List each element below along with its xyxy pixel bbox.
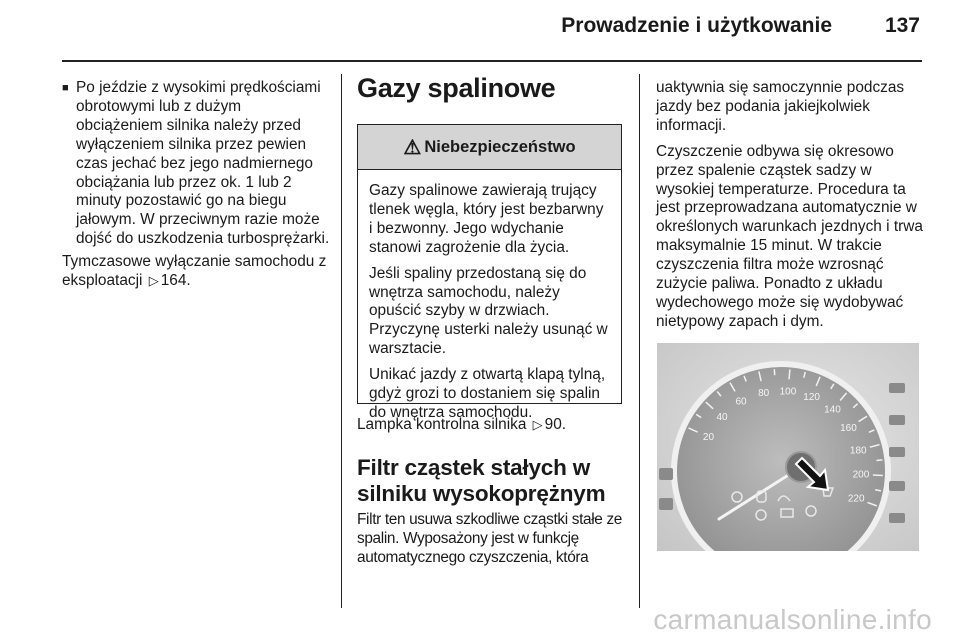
lamp-paragraph	[357, 416, 625, 435]
tick-label: 40	[716, 411, 728, 423]
watermark: carmanualsonline.info	[653, 604, 932, 635]
speedometer-photo	[657, 343, 919, 551]
page-reference[interactable]: 90.	[544, 416, 567, 433]
paragraph-text: Lampka kontrolna silnika	[357, 416, 527, 433]
tick-label: 140	[824, 404, 841, 416]
filter-paragraph: Filtr ten usuwa szkodliwe cząstki stałe ze spalin. Wyposażony jest w funkcję automatycznego czyszczenia, która	[357, 511, 622, 566]
section-heading: Gazy spalinowe	[357, 73, 556, 103]
side-icon	[889, 415, 905, 425]
dial-tick	[789, 369, 790, 379]
warning-paragraph: Jeśli spaliny przedostaną się do wnętrza samochodu, należy opuścić szyby w drzwiach. Przyczynę usterki należy usunąć w warsztacie.	[369, 264, 608, 358]
side-icon	[889, 513, 905, 523]
side-icon	[889, 481, 905, 491]
side-icon	[659, 498, 673, 510]
warning-box	[357, 124, 622, 421]
reference-arrow-icon: ▷	[148, 273, 159, 289]
tick-label: 80	[758, 387, 770, 399]
warning-body	[358, 170, 621, 423]
tick-label: 180	[849, 445, 867, 457]
header-divider	[62, 60, 922, 62]
bullet-text: Po jeździe z wysokimi prędkościami obrotowymi lub z dużym obciążeniem silnika należy przed wyłączeniem silnika przez pewien czas jechać bez jego nadmiernego obciążania lub przez ok. 1 lub 2 minuty pozostawić go na biegu jałowym. W przeciwnym razie może dojść do uszkodzenia turbosprężarki.	[76, 79, 330, 248]
column-divider-right	[639, 74, 640, 608]
reference-arrow-icon: ▷	[532, 417, 543, 432]
tick-label: 160	[840, 423, 857, 435]
bullet-square-icon: ■	[62, 82, 69, 94]
side-icon	[659, 468, 673, 480]
tick-label: 100	[779, 386, 797, 398]
tick-label: 20	[702, 432, 715, 444]
tick-label: 220	[847, 493, 865, 505]
side-icon	[889, 447, 905, 457]
column-divider-left	[341, 74, 342, 608]
header-title: Prowadzenie i użytkowanie	[561, 14, 832, 37]
paragraph: Czyszczenie odbywa się okresowo przez spalenie cząstek sadzy w wysokiej temperaturze. Procedura ta jest przeprowadzana automatycznie w określonych warunkach jezdnych i trwa maksymalnie 15 minut. W trakcie czyszczenia filtra może wzrosnąć zużycie paliwa. Ponadto z układu wydechowego może się wydobywać nietypowy zapach i dym.	[656, 142, 923, 330]
paragraph-text: Tymczasowe wyłączanie samochodu z eksploatacji	[62, 253, 327, 290]
speedometer-illustration	[657, 343, 919, 551]
dial-tick	[876, 460, 882, 461]
side-icon	[889, 383, 905, 393]
paragraph	[62, 253, 330, 291]
paragraph: uaktywnia się samoczynnie podczas jazdy bez podania jakiejkolwiek informacji.	[656, 79, 905, 134]
page-number: 137	[884, 14, 920, 37]
bullet-item	[62, 79, 330, 249]
warning-title: Niebezpieczeństwo	[424, 137, 576, 156]
warning-paragraph: Unikać jazdy z otwartą klapą tylną, gdyż grozi to dostaniem się spalin do wnętrza samochodu.	[369, 366, 606, 421]
subsection-heading: Filtr cząstek stałych w silniku wysokoprężnym	[357, 455, 606, 506]
left-column	[62, 79, 330, 298]
warning-paragraph: Gazy spalinowe zawierają trujący tlenek węgla, który jest bezbarwny i bezwonny. Jego wdychanie stanowi zagrożenie dla życia.	[369, 182, 604, 256]
tick-label: 120	[803, 392, 820, 404]
tick-label: 200	[852, 469, 870, 481]
warning-triangle-icon: ⚠	[403, 136, 422, 159]
tick-label: 60	[735, 396, 747, 408]
warning-box-header	[358, 125, 621, 170]
right-column	[656, 79, 924, 339]
page-reference[interactable]: 164.	[160, 272, 191, 290]
